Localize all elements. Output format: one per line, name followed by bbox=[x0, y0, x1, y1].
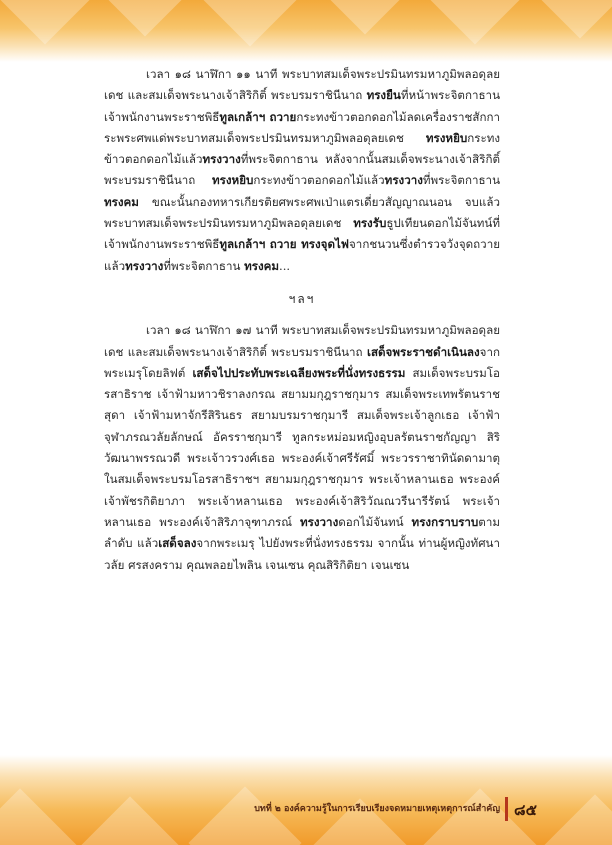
body-text: ที่พระจิตกาธาน หลังจากนั้นสมเด็จพระนางเจ้าสิริกิติ์ พระบรมราชินีนาถ bbox=[104, 152, 500, 188]
emphasis-text: เสด็จพระราชดำเนินลง bbox=[366, 344, 480, 359]
body-text: จากชนวนซึ่งตำรวจวังจุดถวาย แล้ว bbox=[104, 237, 500, 273]
emphasis-text: ทรงวาง bbox=[384, 173, 423, 188]
body-text: กระทงข้าวตอกดอกไม้ลดเครื่องราชสักการะพระศพแด่พระบาทสมเด็จพระปรมินทรมหาภูมิพลอดุลยเดช bbox=[104, 109, 500, 145]
chapter-title: บทที่ ๒ องค์ความรู้ในการเรียบเรียงจดหมายเหตุเหตุการณ์สำคัญ bbox=[254, 804, 500, 814]
emphasis-text: เสด็จลง bbox=[158, 536, 197, 551]
body-text: กระทงข้าวตอกดอกไม้แล้ว bbox=[253, 173, 385, 188]
emphasis-text: ทูลเกล้าฯ ถวาย ทรงจุดไฟ bbox=[219, 237, 350, 252]
paragraph-2 bbox=[104, 320, 500, 576]
emphasis-text: ทรงกราบราบ bbox=[411, 514, 479, 529]
emphasis-text: ทูลเกล้าฯ ถวาย bbox=[219, 109, 297, 124]
emphasis-text: ทรงวาง bbox=[300, 514, 339, 529]
body-text: ดอกไม้จันทน์ bbox=[338, 514, 412, 529]
body-text: ธูปเทียนดอกไม้จันทน์ที่เจ้าพนักงานพระราชพิธี bbox=[104, 216, 500, 252]
body-text: จากพระเมรุโดยลิฟต์ bbox=[104, 344, 500, 380]
page-footer bbox=[0, 797, 612, 821]
body-text: ... bbox=[279, 258, 291, 273]
paragraph-1 bbox=[104, 64, 500, 277]
body-text: เวลา ๑๘ นาฬิกา ๑๑ นาที พระบาทสมเด็จพระปรมินทรมหาภูมิพลอดุลยเดช และสมเด็จพระนางเจ้าสิริกิติ์ พระบรมราชินีนาถ bbox=[104, 67, 500, 103]
body-text: ตามลำดับ แล้ว bbox=[104, 514, 500, 551]
emphasis-text: ทรงยืน bbox=[366, 88, 401, 103]
emphasis-text: เสด็จไปประทับพระเฉลียงพระที่นั่งทรงธรรม bbox=[192, 365, 406, 380]
page-number: ๘๕ bbox=[514, 801, 537, 819]
body-text: กระทงข้าวตอกดอกไม้แล้ว bbox=[104, 130, 500, 167]
emphasis-text: ทรงรับ bbox=[353, 216, 387, 231]
body-text: สมเด็จพระบรมโอรสาธิราช เจ้าฟ้ามหาวชิราลงกรณ สยามมกุฎราชกุมาร สมเด็จพระเทพรัตนราชสุดา เจ้าฟ้ามหาจักรีสิรินธร สยามบรมราชกุมารี สมเด็จพระเจ้าลูกเธอ เจ้าฟ้าจุฬาภรณวลัยลักษณ์ อัครราชกุมารี ทูลกระหม่อมหญิงอุบลรัตนราชกัญญา สิริวัฒนาพรรณวดี พระเจ้าวรวงศ์เธอ พระองค์เจ้าศรีรัศมิ์ พระวรราชาทินัดดามาตุ ในสมเด็จพระบรมโอรสาธิราชฯ สยามมกุฎราชกุมาร พระเจ้าหลานเธอ พระองค์เจ้าพัชรกิติยาภา พระเจ้าหลานเธอ พระองค์เจ้าสิริวัณณวรีนารีรัตน์ พระเจ้าหลานเธอ พระองค์เจ้าสิริภาจุฑาภรณ์ bbox=[104, 365, 500, 529]
body-text: เวลา ๑๘ นาฬิกา ๑๗ นาที พระบาทสมเด็จพระปรมินทรมหาภูมิพลอดุลยเดช และสมเด็จพระนางเจ้าสิริกิติ์ พระบรมราชินีนาถ bbox=[104, 323, 500, 359]
footer-divider bbox=[505, 797, 508, 821]
body-text: ที่พระจิตกาธาน bbox=[163, 258, 245, 273]
emphasis-text: ทรงหยิบ bbox=[212, 173, 254, 188]
emphasis-text: ทรงคม bbox=[104, 194, 139, 209]
emphasis-text: ทรงวาง bbox=[202, 152, 241, 167]
emphasis-text: ทรงวาง bbox=[125, 258, 164, 273]
document-body bbox=[104, 64, 500, 576]
top-decorative-band bbox=[0, 0, 612, 62]
body-text: ขณะนั้นกองทหารเกียรติยศพระศพเป่าแตรเดี่ยวสัญญาณนอน จบแล้ว พระบาทสมเด็จพระปรมินทรมหาภูมิพลอดุลยเดช bbox=[104, 194, 500, 231]
body-text: จากพระเมรุ ไปยังพระที่นั่งทรงธรรม จากนั้น ท่านผู้หญิงทัศนาวลัย ศรสงคราม คุณพลอยไพลิน เจนเซน คุณสิริกิติยา เจนเซน bbox=[104, 536, 500, 572]
body-text: ที่หน้าพระจิตกาธาน เจ้าพนักงานพระราชพิธี bbox=[104, 88, 500, 124]
body-text: ที่พระจิตกาธาน bbox=[422, 173, 500, 188]
emphasis-text: ทรงหยิบ bbox=[425, 130, 468, 145]
emphasis-text: ทรงคม bbox=[244, 258, 280, 273]
ellipsis-separator: ฯลฯ bbox=[288, 291, 316, 306]
